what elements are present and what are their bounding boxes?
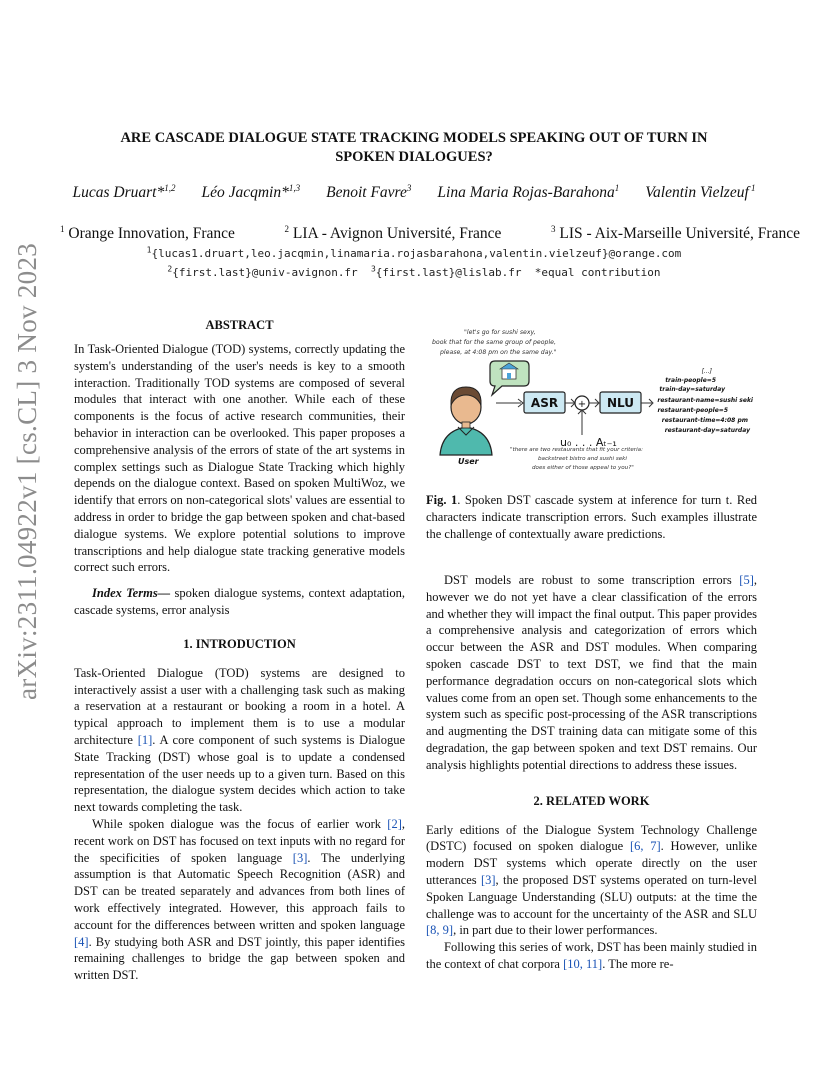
user-label: User: [458, 457, 479, 466]
citation-link[interactable]: [4]: [74, 934, 89, 949]
intro-paragraph-2: While spoken dialogue was the focus of earlier work [2], recent work on DST has focused on text inputs with no regard for the specificities of spoken language [3]. The underlying assumption is that Automatic Speech Recognition (ASR) and DST can be treated separately and advances from both lines of work effectively integrated. However, this approach fails to account for the differences between written and spoken language [4]. By studying both ASR and DST jointly, this paper identifies remaining challenges to bridge the gap between spoken and written DST.: [74, 816, 405, 983]
affiliation: $^3$ LIS - Aix-Marseille Université, France: [550, 223, 800, 242]
speech-bubble-icon: [490, 361, 529, 395]
email-line-2: $^2${first.last}@univ-avignon.fr $^3${first.last}@lislab.fr *equal contribution: [167, 264, 661, 279]
dialogue-state-item: train-day=saturday: [659, 386, 725, 393]
dialogue-state-item: restaurant-day=saturday: [664, 427, 750, 434]
system-quote-line: "there are two restaurants that fit your criteria:: [510, 447, 643, 453]
arxiv-identifier: arXiv:2311.04922v1 [cs.CL] 3 Nov 2023: [12, 242, 42, 700]
figure-1: [426, 323, 757, 473]
system-quote-line: does either of those appeal to you?": [532, 465, 634, 471]
dialogue-state-item: [...]: [701, 368, 712, 375]
citation-link[interactable]: [6, 7]: [629, 839, 661, 854]
user-quote-line: please, at 4:08 pm on the same day.": [440, 349, 557, 356]
right-paragraph: DST models are robust to some transcription errors [5], however we do not yet have a clear classification of the errors and whether they will impact the final output. This paper provides a comprehensive analysis and categorization of errors which occur between the ASR and DST modules. When comparing spoken cascade DST to text DST, we find that the main performance degradation occurs on non-categorical slots which values come from an open set. Though some enhancements to the system such as specific post-processing of the ASR transcriptions and augmenting the DST training data can mitigate some of this degradation, the gap between spoken and text DST remains. Our analysis highlights potential directions to address these issues.: [426, 573, 757, 772]
asr-label: ASR: [530, 396, 559, 410]
citation-link[interactable]: [2]: [387, 816, 402, 831]
author: Benoit Favre$^3$: [326, 182, 412, 201]
index-terms: Index Terms— spoken dialogue systems, context adaptation, cascade systems, error analysis: [74, 586, 405, 617]
citation-link[interactable]: [10, 11]: [563, 956, 603, 971]
nlu-label: NLU: [606, 396, 635, 410]
citation-link[interactable]: [3]: [480, 872, 496, 887]
figure-caption: Fig. 1. Spoken DST cascade system at inference for turn t. Red characters indicate transcription errors. Such examples illustrate the challenge of contextually aware predictions.: [426, 493, 757, 541]
abstract-text: In Task-Oriented Dialogue (TOD) systems, correctly updating the system's understanding of the user's needs is key to a smooth interaction. Traditionally TOD systems are composed of several modules that interact with one another. While each of these components is the focus of active research communities, their behavior in interaction can be overlooked. This paper proposes a comprehensive analysis of the errors of state of the art systems in complex settings such as Dialogue State Tracking which highly depends on the dialogue context. Based on spoken MultiWoz, we identify that errors on non-categorical slots' values are essential to address in order to bridge the gap between spoken and chat-based dialogue systems. We explore potential solutions to improve transcriptions and help dialogue state tracking generative models correct such errors.: [74, 342, 405, 575]
citation-link[interactable]: [1]: [137, 732, 153, 747]
intro-paragraph-1: Task-Oriented Dialogue (TOD) systems are designed to interactively assist a user with a challenging task such as making a reservation at a restaurant or booking a room in a hotel. A typical approach to implement them is to use a modular architecture [1]. A core component of such systems is Dialogue State Tracking (DST) whose goal is to update a condensed representation of the user needs up to a given turn. Based on this representation, the dialogue system decides which action to take next towards completing the task.: [74, 665, 405, 815]
plus-label: +: [577, 399, 587, 410]
left-column: [74, 318, 405, 984]
user-quote-line: "let's go for sushi sexy,: [464, 329, 536, 336]
dialogue-state-item: restaurant-people=5: [657, 407, 728, 414]
email-line-1: $^1${lucas1.druart,leo.jacqmin,linamaria.rojasbarahona,valentin.vielzeuf}@orange.com: [146, 245, 682, 260]
intro-heading: 1. INTRODUCTION: [183, 636, 296, 651]
citation-link[interactable]: [5]: [739, 573, 754, 587]
affiliations: [60, 225, 800, 243]
right-column: [426, 572, 757, 973]
dialogue-context: u₀ . . . Aₜ₋₁: [560, 436, 617, 449]
related-paragraph-2: Following this series of work, DST has been mainly studied in the context of chat corpora [10, 11]. The more re-: [426, 940, 757, 971]
affiliation: $^1$ Orange Innovation, France: [60, 223, 235, 242]
citation-link[interactable]: [8, 9]: [426, 923, 454, 938]
author: Léo Jacqmin*$^{1,3}$: [201, 182, 301, 201]
paper-title: ARE CASCADE DIALOGUE STATE TRACKING MODELS SPEAKING OUT OF TURN IN SPOKEN DIALOGUES?: [120, 130, 708, 165]
dialogue-state-item: restaurant-name=sushi seki: [657, 397, 753, 404]
dst-cascade-diagram: [426, 323, 757, 473]
user-quote-line: book that for the same group of people,: [432, 339, 556, 346]
related-paragraph-1: Early editions of the Dialogue System Technology Challenge (DSTC) focused on spoken dialogue [6, 7]. However, unlike modern DST systems which operate directly on the user utterances [3], the proposed DST systems operated on turn-level Spoken Language Understanding (SLU) outputs: at the time the challenge was to account for the uncertainty of the ASR and SLU [8, 9], in part due to their lower performances.: [426, 822, 757, 938]
citation-link[interactable]: [3]: [292, 850, 308, 865]
dialogue-state-item: train-people=5: [665, 377, 716, 384]
related-work-heading: 2. RELATED WORK: [533, 793, 650, 808]
affiliation: $^2$ LIA - Avignon Université, France: [284, 223, 502, 242]
user-avatar-icon: [440, 387, 492, 455]
author-list: [60, 184, 768, 202]
abstract-heading: ABSTRACT: [205, 318, 274, 332]
author: Valentin Vielzeuf $^1$: [645, 182, 756, 201]
system-quote-line: backstreet bistro and sushi seki: [538, 456, 627, 462]
author: Lucas Druart*$^{1,2}$: [72, 182, 176, 201]
dialogue-state-item: restaurant-time=4:08 pm: [661, 417, 748, 424]
author: Lina Maria Rojas-Barahona$^1$: [437, 182, 620, 201]
